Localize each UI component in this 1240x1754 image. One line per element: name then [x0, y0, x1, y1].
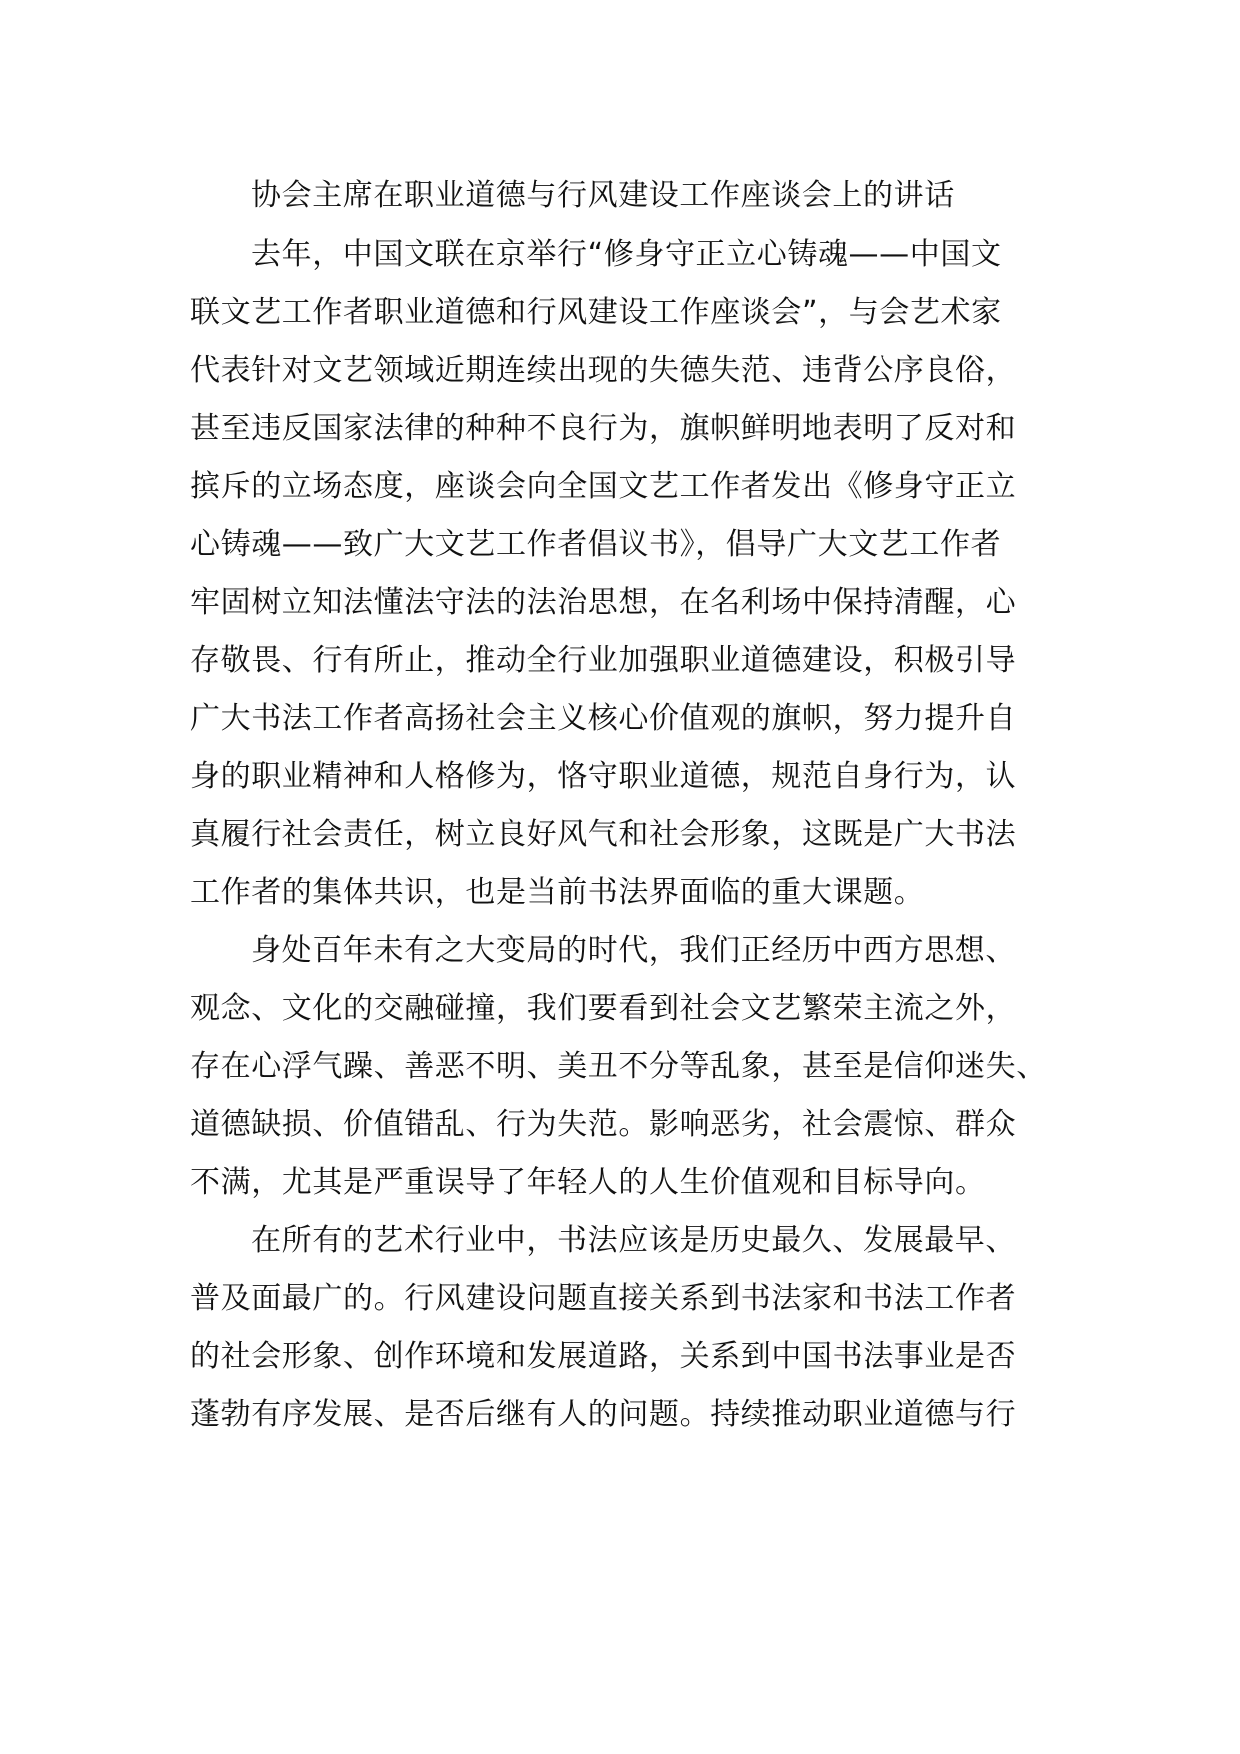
- paragraph-2-line-4: 道德缺损、价值错乱、行为失范。影响恶劣，社会震惊、群众: [190, 1107, 1017, 1142]
- paragraph-3-line-4: 蓬勃有序发展、是否后继有人的问题。持续推动职业道德与行: [190, 1397, 1017, 1432]
- paragraph-1-line-4: 甚至违反国家法律的种种不良行为，旗帜鲜明地表明了反对和: [190, 411, 1017, 446]
- paragraph-1-line-1: 去年，中国文联在京举行“修身守正立心铸魂——中国文: [251, 237, 1002, 272]
- paragraph-2-line-1: 身处百年未有之大变局的时代，我们正经历中西方思想、: [251, 933, 1016, 968]
- paragraph-2-line-5: 不满，尤其是严重误导了年轻人的人生价值观和目标导向。: [190, 1165, 986, 1200]
- paragraph-1-line-5: 摈斥的立场态度，座谈会向全国文艺工作者发出《修身守正立: [190, 469, 1017, 504]
- paragraph-2-line-2: 观念、文化的交融碰撞，我们要看到社会文艺繁荣主流之外，: [190, 991, 1017, 1026]
- paragraph-1-line-2: 联文艺工作者职业道德和行风建设工作座谈会”，与会艺术家: [190, 295, 1002, 330]
- paragraph-3-line-2: 普及面最广的。行风建设问题直接关系到书法家和书法工作者: [190, 1281, 1017, 1316]
- paragraph-1-line-11: 真履行社会责任，树立良好风气和社会形象，这既是广大书法: [190, 817, 1017, 852]
- paragraph-3-line-1: 在所有的艺术行业中，书法应该是历史最久、发展最早、: [251, 1223, 1016, 1258]
- paragraph-1-line-6: 心铸魂——致广大文艺工作者倡议书》，倡导广大文艺工作者: [190, 527, 1002, 562]
- document-title: 协会主席在职业道德与行风建设工作座谈会上的讲话: [251, 178, 955, 213]
- paragraph-1-line-9: 广大书法工作者高扬社会主义核心价值观的旗帜，努力提升自: [190, 701, 1017, 736]
- paragraph-2-line-3: 存在心浮气躁、善恶不明、美丑不分等乱象，甚至是信仰迷失、: [190, 1049, 1047, 1084]
- paragraph-1-line-8: 存敬畏、行有所止，推动全行业加强职业道德建设，积极引导: [190, 643, 1017, 678]
- paragraph-1-line-12: 工作者的集体共识，也是当前书法界面临的重大课题。: [190, 875, 925, 910]
- paragraph-1-line-3: 代表针对文艺领域近期连续出现的失德失范、违背公序良俗，: [190, 353, 1017, 388]
- paragraph-3-line-3: 的社会形象、创作环境和发展道路，关系到中国书法事业是否: [190, 1339, 1017, 1374]
- paragraph-1-line-10: 身的职业精神和人格修为，恪守职业道德，规范自身行为，认: [190, 759, 1017, 794]
- paragraph-1-line-7: 牢固树立知法懂法守法的法治思想，在名利场中保持清醒，心: [190, 585, 1017, 620]
